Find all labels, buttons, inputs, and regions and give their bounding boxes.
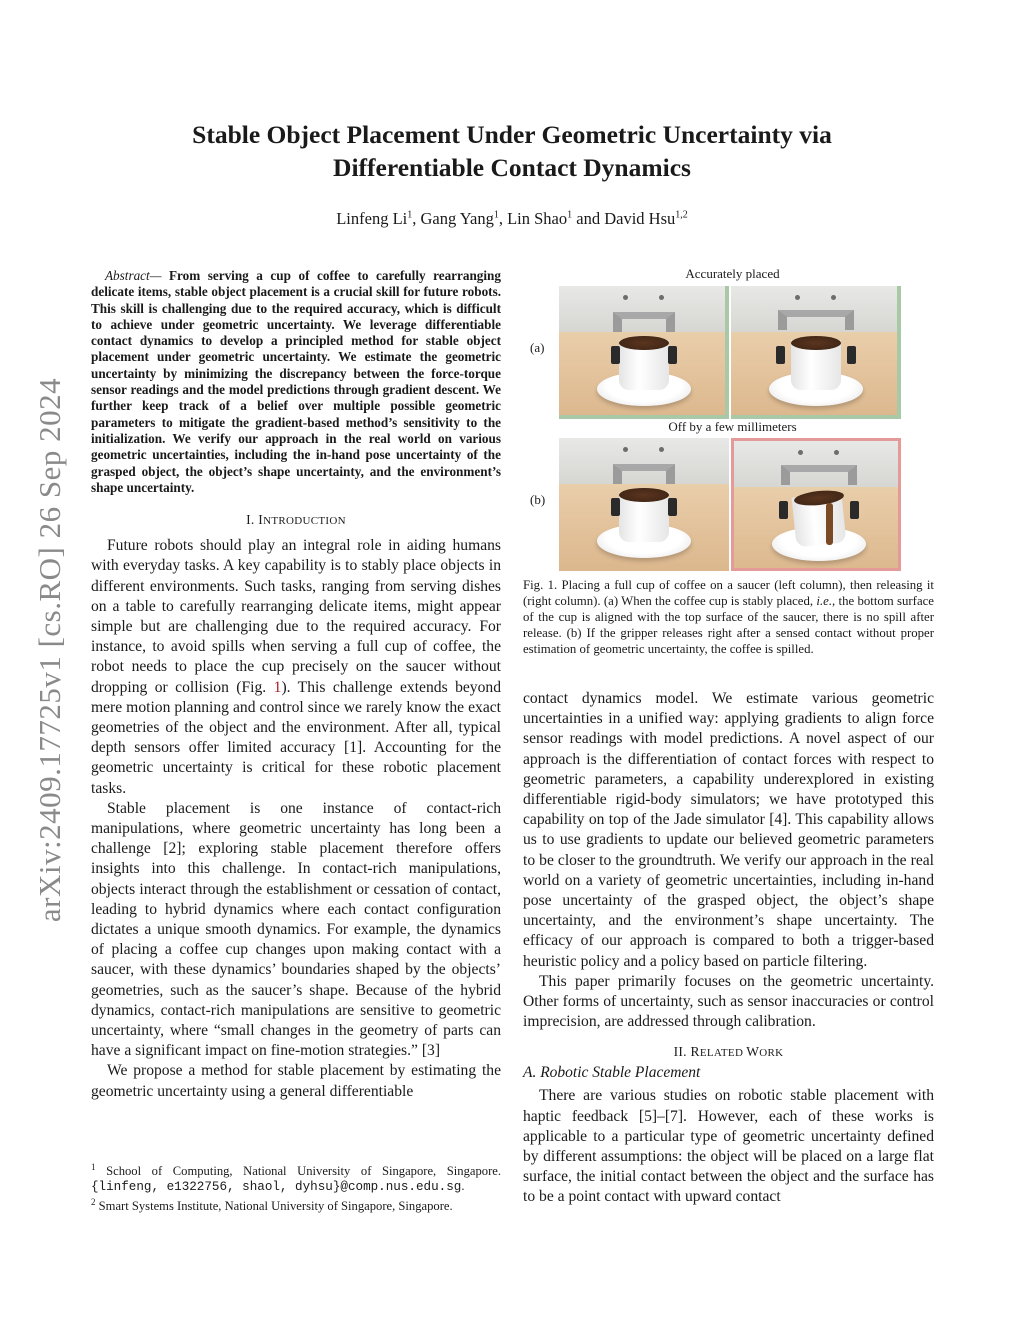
figure-1 xyxy=(523,264,934,564)
author-name: Gang Yang xyxy=(420,209,494,228)
figure-1-caption xyxy=(523,577,934,657)
rig-dot xyxy=(795,295,800,300)
caption-text-end: , the bottom surface of the cup is aligned with the top surface of the saucer, there is no spill after release. (b) If the gripper releases right after a sensed contact without proper estimation of geometric uncertainty, the coffee is spilled. xyxy=(523,594,934,656)
coffee-spill xyxy=(826,503,833,545)
abstract-text: From serving a cup of coffee to carefully rearranging delicate items, stable object placement is a crucial skill for future robots. This skill is challenging due to the required accuracy, which is difficult to achieve under geometric uncertainty. We leverage differentiable contact dynamics to develop a principled method for stable object placement under geometric uncertainty. We estimate the geometric uncertainty by minimizing the discrepancy between the force-torque sensor readings and the model predictions through gradient descent. We further keep track of a belief over multiple possible geometric parameters to mitigate the gradient-based method’s sensitivity to the initialization. We verify our approach in the real world on various geometric uncertainties, including the in-hand pose uncertainty of the grasped object, the object’s shape uncertainty, and the environment’s shape uncertainty. xyxy=(91,268,501,495)
panel-label-a: (a) xyxy=(530,340,545,355)
rig-dot xyxy=(834,450,839,455)
rig-dot xyxy=(831,295,836,300)
section-number: II. xyxy=(673,1044,691,1060)
author-separator: and xyxy=(572,209,605,228)
photo-unstable-before-release xyxy=(559,438,729,571)
intro-paragraph-2: Stable placement is one instance of contact-rich manipulations, where geometric uncertainty has long been a challenge [2]; exploring stable placement therefore offers insights into this challenge. In contact-rich manipulations, objects interact through the establishment or cessation of contact, leading to hybrid dynamics where each contact configuration dictates a unique smooth dynamics. For example, the dynamics of placing a coffee cup changes upon making contact with a saucer, with these dynamics’ boundaries shaped by the objects’ geometries, such as the saucer’s shape. Because of the hybrid dynamics, contact-rich manipulations are sensitive to geometric uncertainty, where “small changes in the geometry of parts can have a significant impact on fine-motion strategies.” [3] xyxy=(91,799,501,1060)
author-affiliation: 1,2 xyxy=(675,209,688,221)
section-title-rest: ORK xyxy=(759,1047,784,1060)
caption-text: Fig. 1. Placing a full cup of coffee on a saucer (left column), then releasing it (right column). (a) When the coffee cup is stably placed, xyxy=(523,578,934,608)
gripper xyxy=(613,464,675,484)
title-line-2: Differentiable Contact Dynamics xyxy=(333,153,691,182)
section-initial: R xyxy=(690,1044,700,1060)
rig-dot xyxy=(798,450,803,455)
author-separator: , xyxy=(498,209,508,228)
right-paragraph-1: contact dynamics model. We estimate various geometric uncertainties in a unified way: applying gradients to align force sensor readings with model predictions. A novel aspect of our approach is the differentiation of contact forces with respect to geometric parameters, a capability underexplored in existing differentiable rigid-body simulators; we have prototyped this capability on top of the Jade simulator [4]. This capability allows us to use gradients to update our believed geometric parameters to be closer to the groundtruth. We verify our approach in the real world on a variety of geometric uncertainties, including in-hand pose uncertainty of the grasped object, the object’s shape uncertainty, and the environment’s shape uncertainty. The efficacy of our approach is compared to both a trigger-based heuristic policy and a policy based on particle filtering. xyxy=(523,690,934,970)
abstract xyxy=(91,268,501,496)
gripper xyxy=(778,310,854,330)
figure-label-accurately-placed: Accurately placed xyxy=(685,266,780,281)
gripper-pad xyxy=(668,498,677,516)
paper-title xyxy=(100,118,924,184)
intro-paragraph-3: We propose a method for stable placement by estimating the geometric uncertainty using a general differentiable xyxy=(91,1062,501,1100)
gripper-pad xyxy=(776,346,785,364)
coffee-surface xyxy=(619,336,669,350)
coffee-surface xyxy=(791,336,841,350)
right-column xyxy=(523,689,934,1208)
section-initial: I xyxy=(258,512,264,528)
gripper-pad xyxy=(779,501,788,519)
section-number: I. xyxy=(246,512,259,528)
intro-p1-text-end: ). This challenge extends beyond mere motion planning and control since we rarely know the exact geometries of the object and the environment. After all, typical depth sensors offer limited accuracy [1]. Accounting for the geometric uncertainty is critical for these robotic placement tasks. xyxy=(91,678,501,797)
rig-dot xyxy=(623,447,628,452)
footnote-text: Smart Systems Institute, National University of Singapore, Singapore. xyxy=(95,1199,453,1214)
rig-dot xyxy=(659,447,664,452)
photo-stable-before-release xyxy=(559,286,729,419)
gripper-pad xyxy=(668,346,677,364)
author-list xyxy=(100,209,924,229)
gripper-pad xyxy=(611,346,620,364)
caption-ie: i.e. xyxy=(816,594,833,608)
footnote-mark: 1 xyxy=(91,1162,96,1172)
section-title-rest: NTRODUCTION xyxy=(263,515,346,528)
section-initial: W xyxy=(746,1044,760,1060)
coffee-surface xyxy=(619,488,669,502)
intro-p1-text: Future robots should play an integral role in aiding humans with everyday tasks. A key capability is to stably place objects in different environments. Such tasks, ranging from serving dishes on a table to carefully rearranging delicate items, might appear simple but are challenging due to the required accuracy. For instance, to avoid spills when serving a full cup of coffee, the robot needs to place the cup precisely on the saucer without dropping or collision (Fig. xyxy=(91,537,501,696)
gripper-pad xyxy=(850,501,859,519)
rig-dot xyxy=(623,295,628,300)
author-emails: {linfeng, e1322756, shaol, dyhsu}@comp.nus.edu.sg xyxy=(91,1180,462,1195)
right-paragraph-2: This paper primarily focuses on the geometric uncertainty. Other forms of uncertainty, such as sensor inaccuracies or control imprecision, are addressed through calibration. xyxy=(523,972,934,1031)
arxiv-identifier-text: arXiv:2409.17725v1 [cs.RO] 26 Sep 2024 xyxy=(32,377,68,923)
footnote-mark: 2 xyxy=(91,1197,96,1208)
author-affiliation: 1 xyxy=(493,209,499,221)
gripper-pad xyxy=(611,498,620,516)
author-affiliation: 1 xyxy=(407,209,413,221)
abstract-lead: Abstract— xyxy=(105,268,162,283)
left-column xyxy=(91,268,501,1102)
author-name: Lin Shao xyxy=(507,209,568,228)
panel-label-b: (b) xyxy=(530,492,546,507)
gripper-pad xyxy=(847,346,856,364)
author-affiliation: 1 xyxy=(567,209,573,221)
footnote-end: . xyxy=(461,1179,465,1194)
section-title-rest: ELATED xyxy=(699,1047,747,1060)
rig-dot xyxy=(659,295,664,300)
footnotes xyxy=(91,1160,501,1214)
intro-paragraph-1 xyxy=(91,536,501,799)
arxiv-identifier xyxy=(30,350,70,950)
footnote-text: School of Computing, National University of Singapore, Singapore. xyxy=(95,1164,501,1179)
gripper xyxy=(613,312,675,332)
author-name: Linfeng Li xyxy=(336,209,408,228)
subsection-heading-robotic-stable-placement: A. Robotic Stable Placement xyxy=(523,1064,701,1082)
footnote-2 xyxy=(91,1195,501,1214)
title-line-1: Stable Object Placement Under Geometric Uncertainty via xyxy=(192,120,832,149)
right-paragraph-3: There are various studies on robotic stable placement with haptic feedback [5]–[7]. However, each of these works is applicable to a particular type of geometric uncertainty defined by different assumptions: the object will be placed on a large flat surface, the initial contact between the object and the surface has to be a point contact with upward contact xyxy=(523,1087,934,1206)
section-heading-related-work xyxy=(523,1044,934,1060)
photo-spilled-after-release xyxy=(731,438,901,571)
photo-stable-after-release xyxy=(731,286,901,419)
footnote-1 xyxy=(91,1160,501,1195)
section-heading-introduction xyxy=(91,512,501,528)
author-name: David Hsu xyxy=(604,209,676,228)
figure-label-off-by-millimeters: Off by a few millimeters xyxy=(668,419,797,434)
author-separator: , xyxy=(412,209,421,228)
figure-reference-link[interactable]: 1 xyxy=(273,678,282,696)
gripper xyxy=(781,465,857,485)
